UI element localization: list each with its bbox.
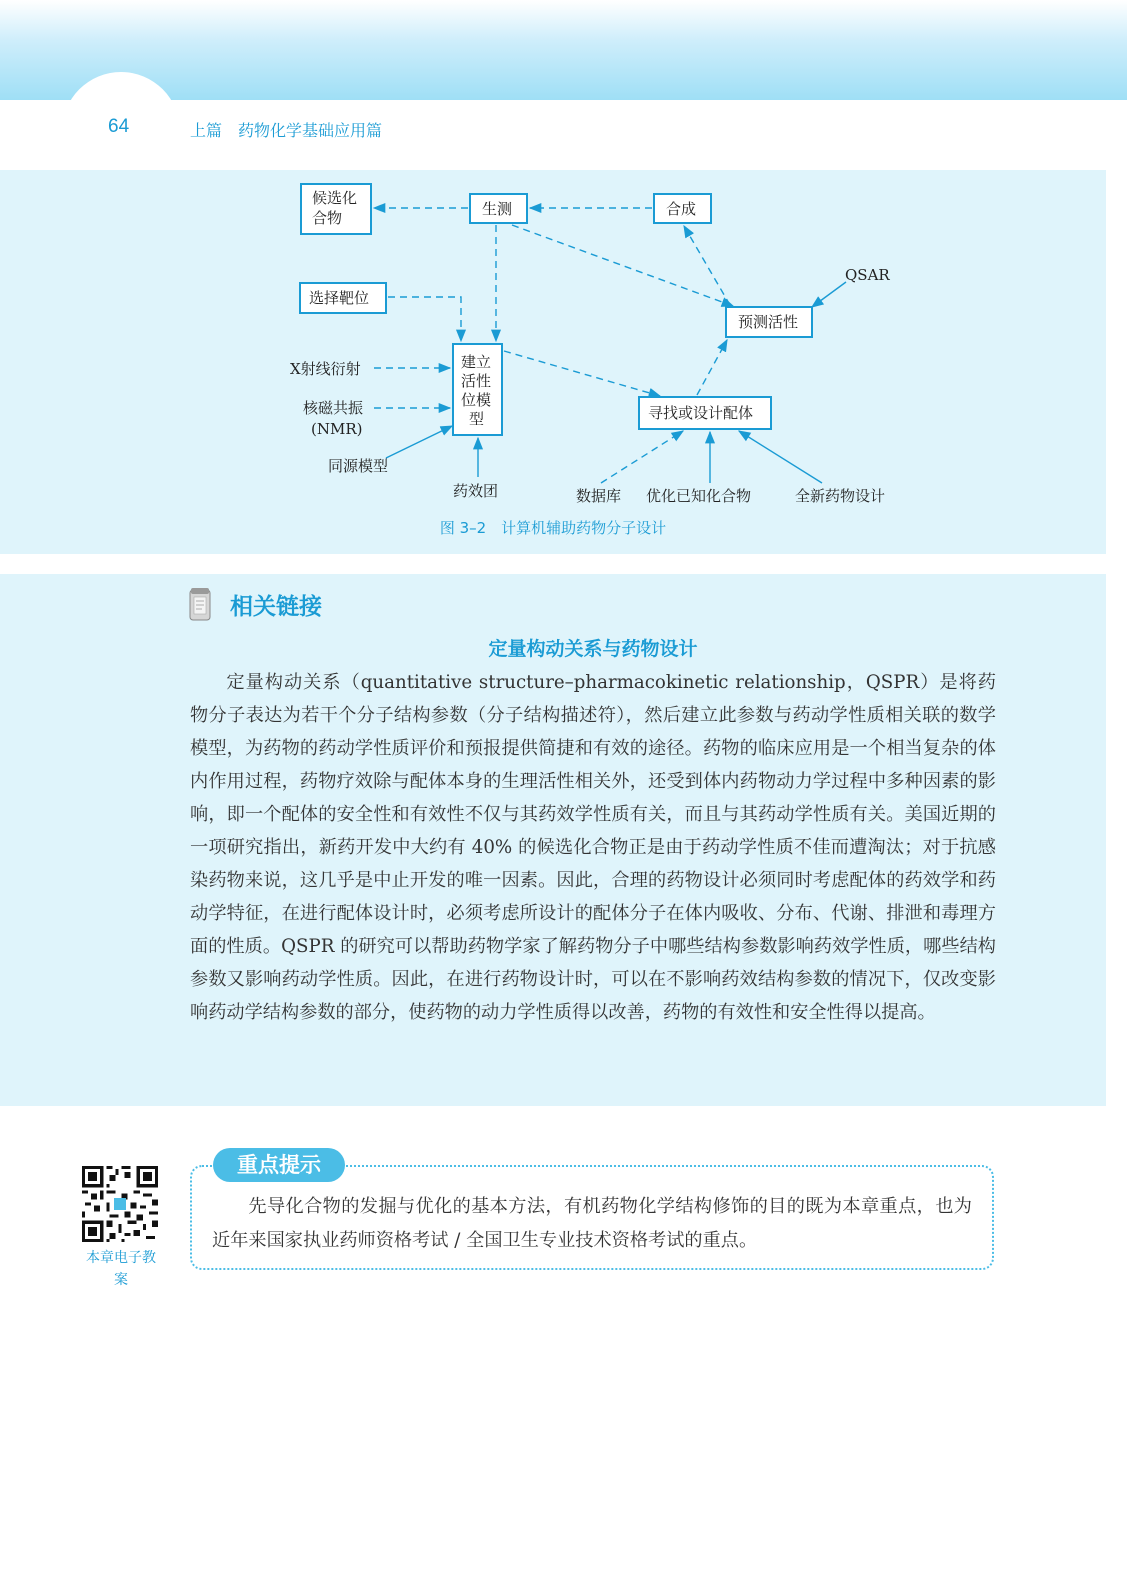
page-number: 64	[108, 116, 130, 137]
qr-code-label: 本章电子教案	[86, 1250, 156, 1288]
label-nmr-2: (NMR)	[311, 420, 363, 438]
figure-caption: 图 3–2 计算机辅助药物分子设计	[439, 519, 667, 537]
edge-bioassay-predict	[512, 225, 733, 306]
label-model-1: 建立	[461, 353, 492, 371]
label-database: 数据库	[576, 487, 622, 505]
flow-diagram	[0, 170, 1106, 515]
document-icon	[189, 587, 211, 621]
label-bioassay: 生测	[482, 200, 513, 218]
running-head: 上篇 药物化学基础应用篇	[190, 121, 383, 140]
label-pharmacophore: 药效团	[453, 482, 499, 500]
figure-panel	[0, 170, 1106, 554]
label-homology: 同源模型	[328, 457, 389, 475]
edge-database-ligand	[601, 431, 683, 483]
key-points-title: 重点提示	[213, 1148, 345, 1182]
edge-ligand-predict	[697, 340, 727, 395]
label-select-target: 选择靶位	[309, 289, 370, 307]
label-xray: X射线衍射	[290, 360, 361, 378]
label-model-3: 位模	[461, 391, 492, 409]
edge-target-model	[388, 297, 461, 341]
related-link-body: 定量构动关系（quantitative structure–pharmacokinetic relationship，QSPR）是将药物分子表达为若干个分子结构参数（分子结构描述符），然后建立此参数与药动学性质相关联的数学模型，为药物的药动学性质评价和预报提供简捷和有效的途径。药物的临床应用是一个相当复杂的体内作用过程，药物疗效除与配体本身的生理活性相关外，还受到体内药物动力学过程中多种因素的影响，即一个配体的安全性和有效性不仅与其药效学性质有关，而且与其药动学性质有关。美国近期的一项研究指出，新药开发中大约有 40% 的候选化合物正是由于药动学性质不佳而遭淘汰；对于抗感染药物来说，这几乎是中止开发的唯一因素。因此，合理的药物设计必须同时考虑配体的药效学和药动学特征，在进行配体设计时，必须考虑所设计的配体分子在体内吸收、分布、代谢、排泄和毒理方面的性质。QSPR 的研究可以帮助药物学家了解药物分子中哪些结构参数影响药效学性质，哪些结构参数又影响药动学性质。因此，在进行药物设计时，可以在不影响药效结构参数的情况下，仅改变影响药动学结构参数的部分，使药物的动力学性质得以改善，药物的有效性和安全性得以提高。	[190, 672, 996, 1023]
label-candidate-1: 候选化	[312, 189, 358, 207]
label-candidate-2: 合物	[312, 209, 343, 227]
key-points-text: 先导化合物的发掘与优化的基本方法，有机药物化学结构修饰的目的既为本章重点，也为近年来国家执业药师资格考试 / 全国卫生专业技术资格考试的重点。	[212, 1196, 972, 1251]
label-de-novo: 全新药物设计	[795, 487, 886, 505]
related-link-subtitle: 定量构动关系与药物设计	[488, 638, 698, 660]
edge-predict-synthesis	[684, 226, 730, 305]
label-qsar: QSAR	[845, 266, 890, 284]
label-synthesis: 合成	[666, 200, 697, 218]
label-predict-activity: 预测活性	[738, 313, 799, 331]
qr-code-icon	[82, 1166, 158, 1242]
header-band	[0, 0, 1127, 100]
label-model-2: 活性	[461, 372, 492, 390]
edge-model-ligand	[504, 351, 660, 396]
edge-qsar-predict	[812, 282, 846, 307]
related-link-panel	[0, 574, 1106, 1106]
edge-denovo-ligand	[739, 431, 822, 483]
label-find-ligand: 寻找或设计配体	[648, 404, 754, 422]
edge-homology-model	[386, 426, 452, 458]
label-optimize: 优化已知化合物	[646, 487, 752, 505]
related-link-heading: 相关链接	[230, 594, 322, 620]
label-model-4: 型	[469, 410, 485, 428]
label-nmr-1: 核磁共振	[303, 399, 364, 417]
